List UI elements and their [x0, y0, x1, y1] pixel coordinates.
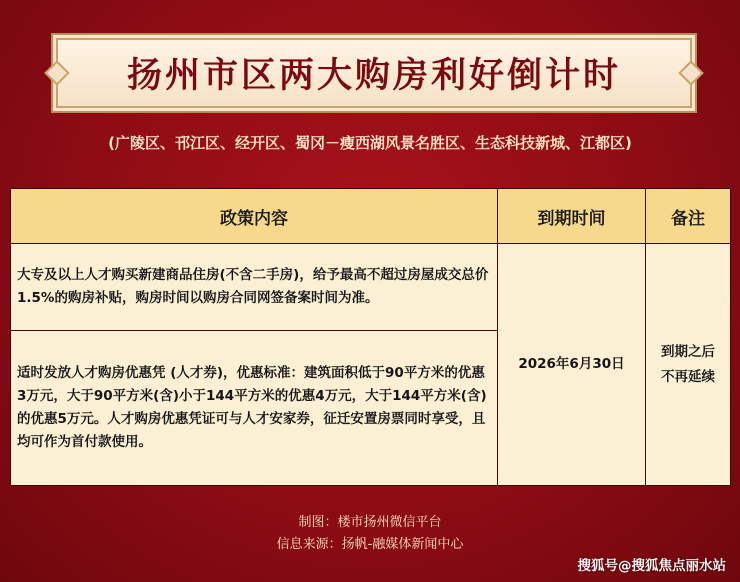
- header-deadline: 到期时间: [498, 189, 646, 244]
- policy-voucher: 适时发放人才购房优惠凭 (人才券)，优惠标准：建筑面积低于90平方米的优惠3万元，大于90平方米(含)小于144平方米的优惠4万元，大于144平方米(含)的优惠5万元。人才购房优惠凭证可与人才安家券，征迁安置房票同时享受，且均可作为首付款使用。: [11, 331, 498, 486]
- table-header-row: [11, 189, 731, 244]
- title-banner: [56, 38, 692, 108]
- header-policy: 政策内容: [11, 189, 498, 244]
- table-row: [11, 244, 731, 331]
- watermark: 搜狐号@搜狐焦点丽水站: [577, 558, 726, 574]
- policy-subsidy: 大专及以上人才购买新建商品住房(不含二手房)，给予最高不超过房屋成交总价1.5%的购房补贴，购房时间以购房合同网签备案时间为准。: [11, 244, 498, 331]
- districts-subtitle: (广陵区、邗江区、经开区、蜀冈－瘦西湖风景名胜区、生态科技新城、江都区): [108, 134, 632, 152]
- policy-table: [10, 188, 731, 486]
- note-line-1: 到期之后: [661, 343, 715, 360]
- page-title: 扬州市区两大购房利好倒计时: [126, 55, 621, 96]
- footer-source: 信息来源：扬帆-融媒体新闻中心: [276, 537, 464, 552]
- footer-maker: 制图：楼市扬州微信平台: [298, 515, 442, 530]
- deadline-cell: 2026年6月30日: [498, 244, 646, 486]
- note-line-2: 不再延续: [661, 368, 715, 385]
- header-note: 备注: [646, 189, 731, 244]
- note-cell: [646, 244, 731, 486]
